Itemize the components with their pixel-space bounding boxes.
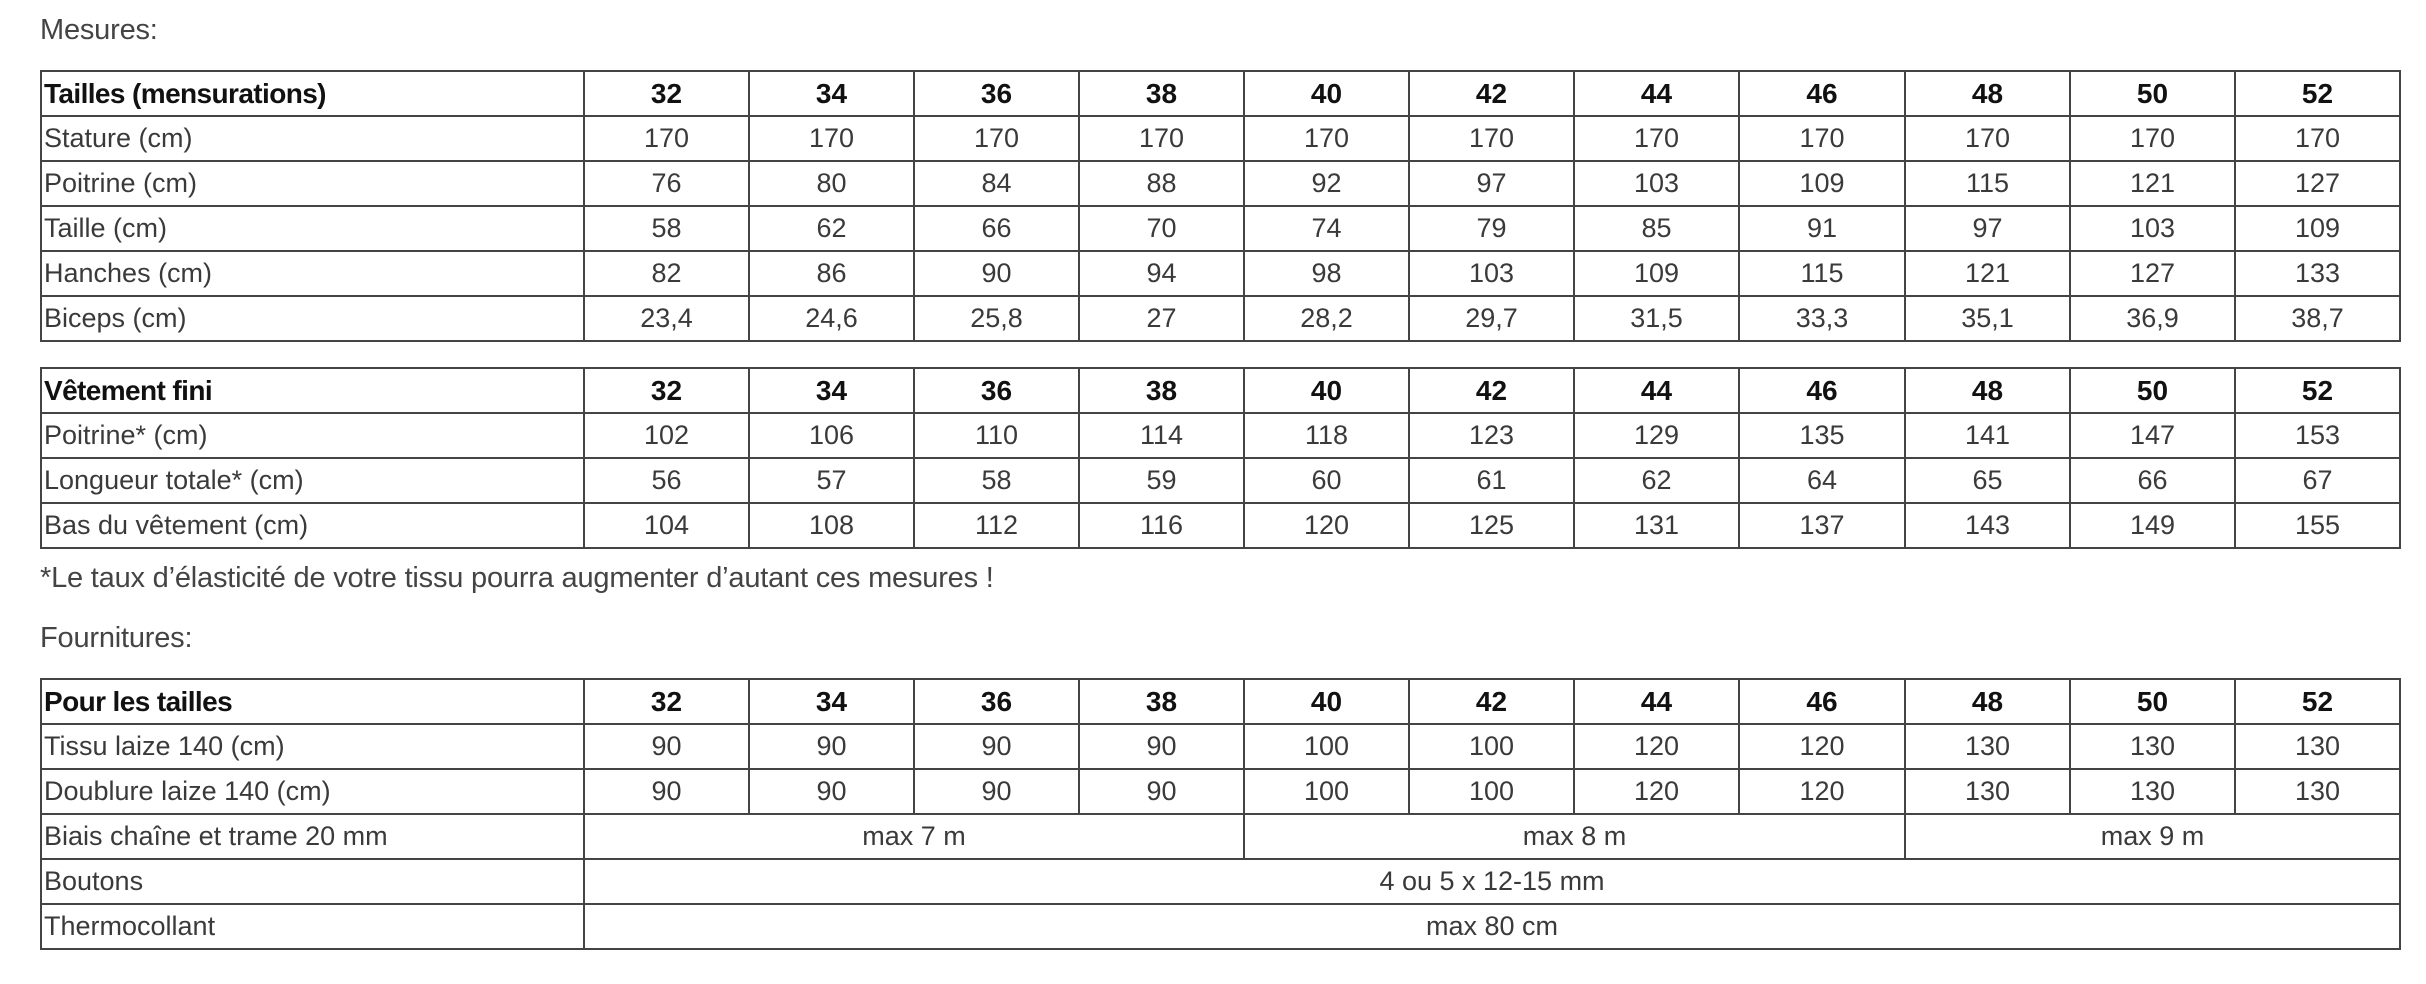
- table-row: [41, 413, 2400, 458]
- table-row: [41, 296, 2400, 341]
- header-cell: 40: [1244, 679, 1409, 724]
- table-cell: 74: [1244, 206, 1409, 251]
- table-cell: 57: [749, 458, 914, 503]
- table-cell: 66: [914, 206, 1079, 251]
- table-cell: 104: [584, 503, 749, 548]
- table-cell: 131: [1574, 503, 1739, 548]
- row-label: Stature (cm): [41, 116, 584, 161]
- table-cell: 90: [584, 769, 749, 814]
- table-cell: 76: [584, 161, 749, 206]
- table-cell: 108: [749, 503, 914, 548]
- header-cell: 42: [1409, 71, 1574, 116]
- table-cell: 90: [914, 251, 1079, 296]
- row-label: Biais chaîne et trame 20 mm: [41, 814, 584, 859]
- table-cell: 59: [1079, 458, 1244, 503]
- table-cell: 147: [2070, 413, 2235, 458]
- table-cell: 170: [1409, 116, 1574, 161]
- header-cell: 52: [2235, 71, 2400, 116]
- table-cell: 23,4: [584, 296, 749, 341]
- finished-garment-table: [40, 367, 2401, 549]
- table-cell: 109: [2235, 206, 2400, 251]
- table-cell: 56: [584, 458, 749, 503]
- table-row: [41, 769, 2400, 814]
- table-cell: 170: [1905, 116, 2070, 161]
- supplies-label: Fournitures:: [40, 622, 193, 654]
- table-cell: 25,8: [914, 296, 1079, 341]
- table-cell: 90: [584, 724, 749, 769]
- table-cell: 65: [1905, 458, 2070, 503]
- table-cell: 100: [1244, 724, 1409, 769]
- table-row: [41, 116, 2400, 161]
- header-cell: 42: [1409, 368, 1574, 413]
- header-cell: 46: [1739, 368, 1905, 413]
- table-cell: 130: [2070, 724, 2235, 769]
- row-label: Tissu laize 140 (cm): [41, 724, 584, 769]
- table-cell: 109: [1739, 161, 1905, 206]
- supplies-table: [40, 678, 2401, 950]
- table-cell: 170: [749, 116, 914, 161]
- table-cell: 61: [1409, 458, 1574, 503]
- table-cell: max 8 m: [1244, 814, 1905, 859]
- header-cell: 50: [2070, 679, 2235, 724]
- header-cell: 36: [914, 679, 1079, 724]
- table-cell: 170: [2235, 116, 2400, 161]
- table-cell: 120: [1739, 724, 1905, 769]
- table-cell: 133: [2235, 251, 2400, 296]
- header-cell: Vêtement fini: [41, 368, 584, 413]
- table-cell: 100: [1409, 724, 1574, 769]
- header-cell: 38: [1079, 368, 1244, 413]
- table-cell: 33,3: [1739, 296, 1905, 341]
- table-cell: 92: [1244, 161, 1409, 206]
- measurements-header-row: [41, 71, 2400, 116]
- table-cell: 129: [1574, 413, 1739, 458]
- table-cell: 170: [2070, 116, 2235, 161]
- table-cell: 97: [1905, 206, 2070, 251]
- table-cell: 120: [1574, 769, 1739, 814]
- table-cell: 38,7: [2235, 296, 2400, 341]
- table-cell: 170: [584, 116, 749, 161]
- table-cell: 123: [1409, 413, 1574, 458]
- table-cell: 100: [1409, 769, 1574, 814]
- header-cell: 40: [1244, 71, 1409, 116]
- bias-binding-row: [41, 814, 2400, 859]
- table-cell: 90: [1079, 769, 1244, 814]
- row-label: Taille (cm): [41, 206, 584, 251]
- table-cell: 127: [2235, 161, 2400, 206]
- table-cell: 120: [1739, 769, 1905, 814]
- table-cell: 91: [1739, 206, 1905, 251]
- table-cell: 58: [914, 458, 1079, 503]
- table-cell: 135: [1739, 413, 1905, 458]
- table-cell: 109: [1574, 251, 1739, 296]
- table-cell: 90: [1079, 724, 1244, 769]
- row-label: Thermocollant: [41, 904, 584, 949]
- table-row: [41, 251, 2400, 296]
- table-cell: 170: [1079, 116, 1244, 161]
- table-row: [41, 161, 2400, 206]
- table-cell: 116: [1079, 503, 1244, 548]
- header-cell: Tailles (mensurations): [41, 71, 584, 116]
- header-cell: 32: [584, 368, 749, 413]
- table-cell: 82: [584, 251, 749, 296]
- table-cell: 149: [2070, 503, 2235, 548]
- supplies-header-row: [41, 679, 2400, 724]
- table-cell: 94: [1079, 251, 1244, 296]
- row-label: Biceps (cm): [41, 296, 584, 341]
- table-row: [41, 458, 2400, 503]
- table-cell: 80: [749, 161, 914, 206]
- table-cell: 120: [1244, 503, 1409, 548]
- table-cell: 24,6: [749, 296, 914, 341]
- table-cell: 29,7: [1409, 296, 1574, 341]
- table-cell: 118: [1244, 413, 1409, 458]
- table-cell: 170: [1574, 116, 1739, 161]
- table-cell: 90: [749, 724, 914, 769]
- table-cell: 28,2: [1244, 296, 1409, 341]
- table-cell: 36,9: [2070, 296, 2235, 341]
- table-cell: 170: [1739, 116, 1905, 161]
- finished-header-row: [41, 368, 2400, 413]
- row-label: Longueur totale* (cm): [41, 458, 584, 503]
- table-cell: 58: [584, 206, 749, 251]
- table-row: [41, 503, 2400, 548]
- table-cell: 98: [1244, 251, 1409, 296]
- header-cell: 44: [1574, 368, 1739, 413]
- header-cell: 42: [1409, 679, 1574, 724]
- table-cell: 103: [2070, 206, 2235, 251]
- table-cell: 60: [1244, 458, 1409, 503]
- table-cell: 62: [1574, 458, 1739, 503]
- elasticity-footnote: *Le taux d’élasticité de votre tissu pourra augmenter d’autant ces mesures !: [40, 562, 994, 594]
- row-label: Doublure laize 140 (cm): [41, 769, 584, 814]
- table-cell: 62: [749, 206, 914, 251]
- table-cell: 103: [1574, 161, 1739, 206]
- table-cell: 121: [1905, 251, 2070, 296]
- row-label: Boutons: [41, 859, 584, 904]
- table-cell: 100: [1244, 769, 1409, 814]
- header-cell: 40: [1244, 368, 1409, 413]
- table-cell: 121: [2070, 161, 2235, 206]
- table-cell: 130: [2235, 769, 2400, 814]
- header-cell: 34: [749, 679, 914, 724]
- table-cell: 66: [2070, 458, 2235, 503]
- table-cell: 84: [914, 161, 1079, 206]
- table-cell: 130: [2235, 724, 2400, 769]
- interfacing-row: [41, 904, 2400, 949]
- measurements-table: [40, 70, 2401, 342]
- table-row: [41, 724, 2400, 769]
- header-cell: 50: [2070, 368, 2235, 413]
- table-cell: 79: [1409, 206, 1574, 251]
- table-cell: 88: [1079, 161, 1244, 206]
- header-cell: 48: [1905, 368, 2070, 413]
- header-cell: 32: [584, 679, 749, 724]
- table-cell: 155: [2235, 503, 2400, 548]
- header-cell: 46: [1739, 679, 1905, 724]
- header-cell: 36: [914, 71, 1079, 116]
- header-cell: 38: [1079, 679, 1244, 724]
- header-cell: 52: [2235, 679, 2400, 724]
- table-cell: 106: [749, 413, 914, 458]
- row-label: Poitrine* (cm): [41, 413, 584, 458]
- table-cell: 137: [1739, 503, 1905, 548]
- header-cell: 46: [1739, 71, 1905, 116]
- table-cell: 31,5: [1574, 296, 1739, 341]
- table-cell: 90: [749, 769, 914, 814]
- header-cell: 44: [1574, 71, 1739, 116]
- header-cell: 38: [1079, 71, 1244, 116]
- table-cell: 112: [914, 503, 1079, 548]
- row-label: Poitrine (cm): [41, 161, 584, 206]
- table-cell: 170: [1244, 116, 1409, 161]
- table-cell: max 7 m: [584, 814, 1244, 859]
- table-cell: 143: [1905, 503, 2070, 548]
- table-cell: 153: [2235, 413, 2400, 458]
- header-cell: 36: [914, 368, 1079, 413]
- table-cell: 35,1: [1905, 296, 2070, 341]
- header-cell: 52: [2235, 368, 2400, 413]
- header-cell: 48: [1905, 679, 2070, 724]
- table-cell: 67: [2235, 458, 2400, 503]
- table-cell: 103: [1409, 251, 1574, 296]
- header-cell: 34: [749, 71, 914, 116]
- header-cell: 44: [1574, 679, 1739, 724]
- table-cell: 141: [1905, 413, 2070, 458]
- table-cell: 110: [914, 413, 1079, 458]
- table-cell: 27: [1079, 296, 1244, 341]
- table-cell: 130: [1905, 769, 2070, 814]
- table-cell: max 80 cm: [584, 904, 2400, 949]
- table-cell: 130: [2070, 769, 2235, 814]
- row-label: Bas du vêtement (cm): [41, 503, 584, 548]
- table-cell: 170: [914, 116, 1079, 161]
- table-cell: 115: [1739, 251, 1905, 296]
- table-cell: 130: [1905, 724, 2070, 769]
- measures-label: Mesures:: [40, 14, 158, 46]
- header-cell: 34: [749, 368, 914, 413]
- table-cell: 127: [2070, 251, 2235, 296]
- table-cell: 102: [584, 413, 749, 458]
- table-cell: 85: [1574, 206, 1739, 251]
- header-cell: 50: [2070, 71, 2235, 116]
- header-cell: 48: [1905, 71, 2070, 116]
- table-row: [41, 206, 2400, 251]
- table-cell: max 9 m: [1905, 814, 2400, 859]
- table-cell: 125: [1409, 503, 1574, 548]
- table-cell: 115: [1905, 161, 2070, 206]
- table-cell: 97: [1409, 161, 1574, 206]
- row-label: Hanches (cm): [41, 251, 584, 296]
- table-cell: 114: [1079, 413, 1244, 458]
- table-cell: 90: [914, 769, 1079, 814]
- table-cell: 90: [914, 724, 1079, 769]
- header-cell: 32: [584, 71, 749, 116]
- table-cell: 86: [749, 251, 914, 296]
- buttons-row: [41, 859, 2400, 904]
- header-cell: Pour les tailles: [41, 679, 584, 724]
- table-cell: 120: [1574, 724, 1739, 769]
- table-cell: 64: [1739, 458, 1905, 503]
- table-cell: 4 ou 5 x 12-15 mm: [584, 859, 2400, 904]
- table-cell: 70: [1079, 206, 1244, 251]
